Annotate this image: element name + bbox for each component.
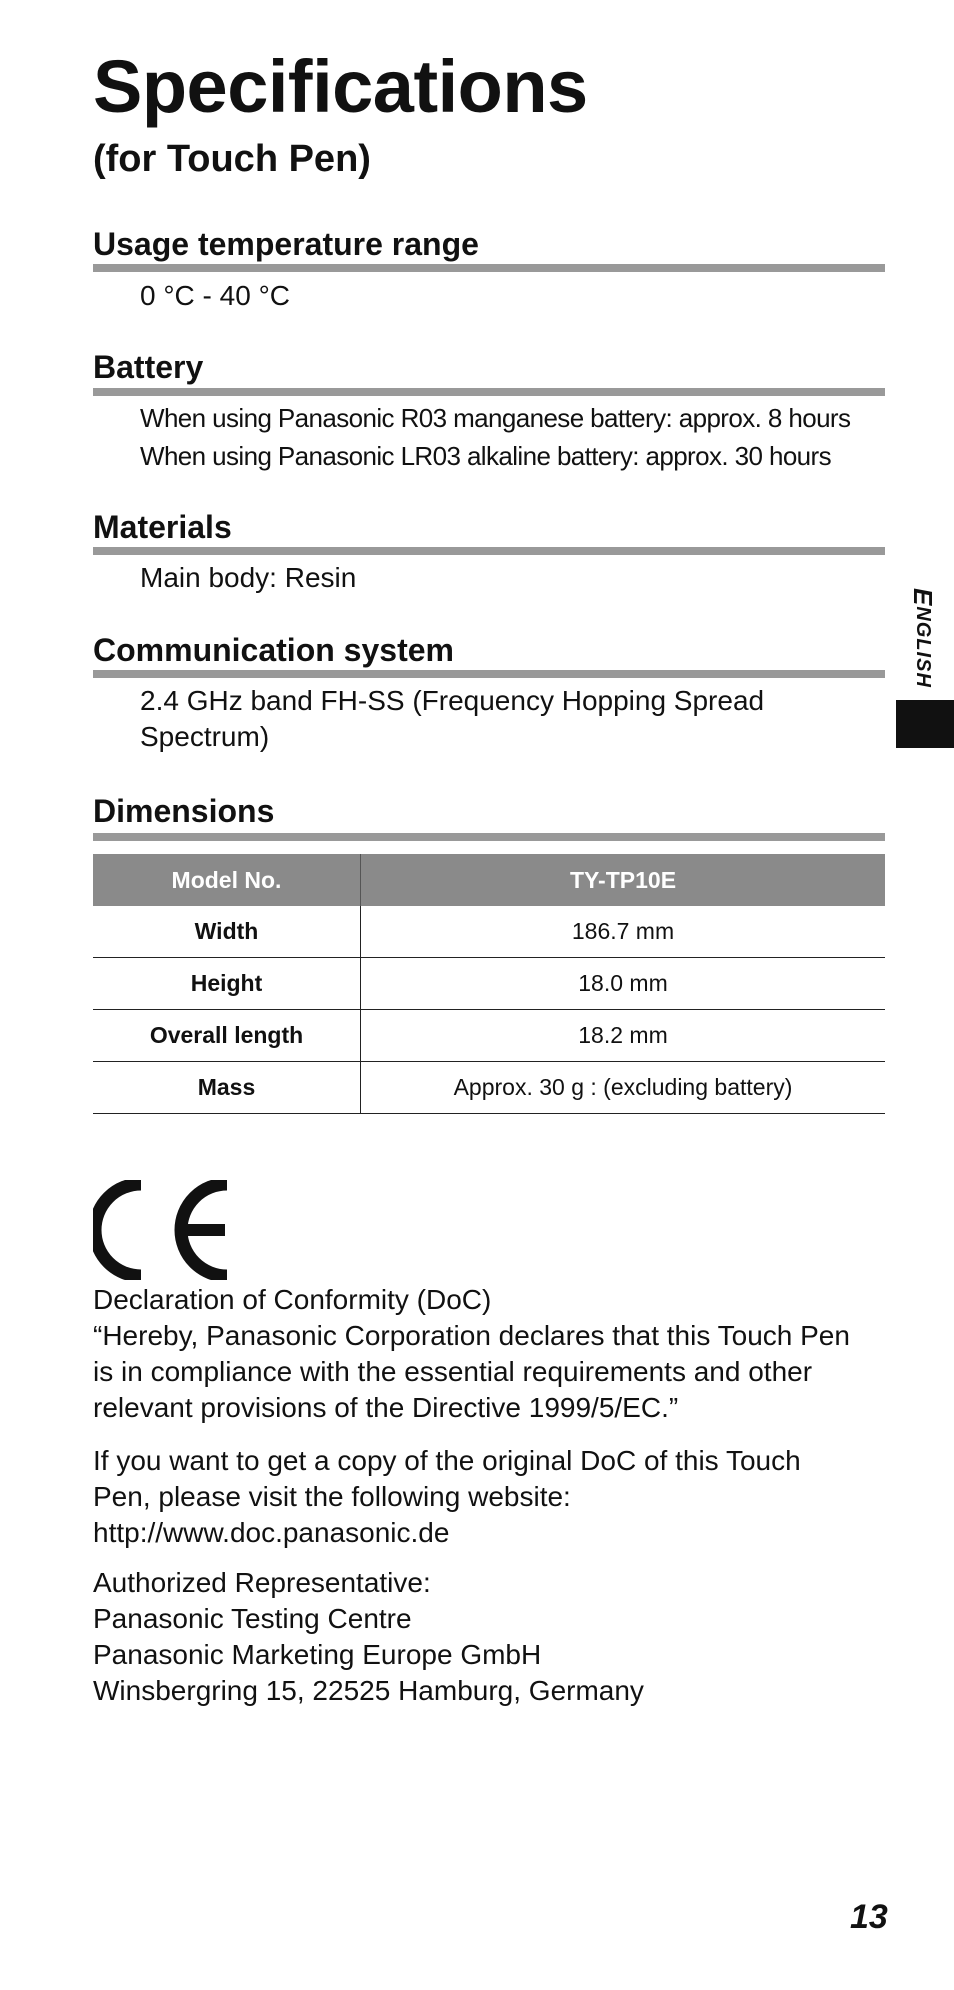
section-title-usage: Usage temperature range [93,226,479,262]
representative-line: Winsbergring 15, 22525 Hamburg, Germany [93,1675,644,1706]
row-label: Mass [93,1062,361,1114]
section-title-communication: Communication system [93,632,454,668]
table-row [93,1062,885,1114]
row-label: Overall length [93,1010,361,1062]
table-header-value: TY-TP10E [361,854,886,906]
doc-copy-paragraph [93,1443,801,1551]
row-value: Approx. 30 g : (excluding battery) [361,1062,886,1114]
battery-line: When using Panasonic LR03 alkaline battery: approx. 30 hours [140,441,831,471]
battery-text [140,399,850,475]
row-label: Height [93,958,361,1010]
table-header-model: Model No. [93,854,361,906]
representative-line: Panasonic Testing Centre [93,1603,412,1634]
table-row [93,906,885,958]
section-rule [93,547,885,555]
representative-line: Authorized Representative: [93,1567,431,1598]
page-title: Specifications [93,45,588,128]
language-tab-marker [896,700,954,748]
declaration-line: “Hereby, Panasonic Corporation declares that this Touch Pen [93,1320,850,1351]
communication-line: 2.4 GHz band FH-SS (Frequency Hopping Spread [140,685,765,716]
table-row [93,958,885,1010]
page-subtitle: (for Touch Pen) [93,138,371,180]
row-label: Width [93,906,361,958]
doc-copy-line: Pen, please visit the following website: [93,1481,571,1512]
section-title-dimensions: Dimensions [93,793,275,829]
battery-line: When using Panasonic R03 manganese battery: approx. 8 hours [140,403,851,433]
declaration-line: Declaration of Conformity (DoC) [93,1284,492,1315]
section-rule [93,264,885,272]
section-rule [93,388,885,396]
language-tab-label [903,588,943,688]
section-rule [93,670,885,678]
ce-mark-logo [93,1180,233,1280]
representative-paragraph [93,1565,644,1709]
table-header-row [93,854,885,906]
row-value: 18.2 mm [361,1010,886,1062]
doc-copy-line: If you want to get a copy of the original DoC of this Touch [93,1445,801,1476]
table-row [93,1010,885,1062]
row-value: 18.0 mm [361,958,886,1010]
materials-text [140,560,356,596]
declaration-paragraph [93,1282,850,1426]
language-tab-rest: NGLISH [912,606,934,688]
doc-website-link[interactable]: http://www.doc.panasonic.de [93,1517,450,1548]
section-title-materials: Materials [93,509,232,545]
communication-text [140,683,764,755]
row-value: 186.7 mm [361,906,886,958]
communication-line: Spectrum) [140,721,270,752]
usage-text [140,278,290,314]
materials-line: Main body: Resin [140,562,357,593]
declaration-line: is in compliance with the essential requirements and other [93,1356,813,1387]
dimensions-table [93,854,885,1114]
section-rule [93,833,885,841]
page-number: 13 [850,1898,888,1936]
declaration-line: relevant provisions of the Directive 1999/5/EC.” [93,1392,679,1423]
section-title-battery: Battery [93,349,204,385]
representative-line: Panasonic Marketing Europe GmbH [93,1639,542,1670]
usage-line: 0 °C - 40 °C [140,280,290,311]
language-tab-initial: E [908,588,938,607]
